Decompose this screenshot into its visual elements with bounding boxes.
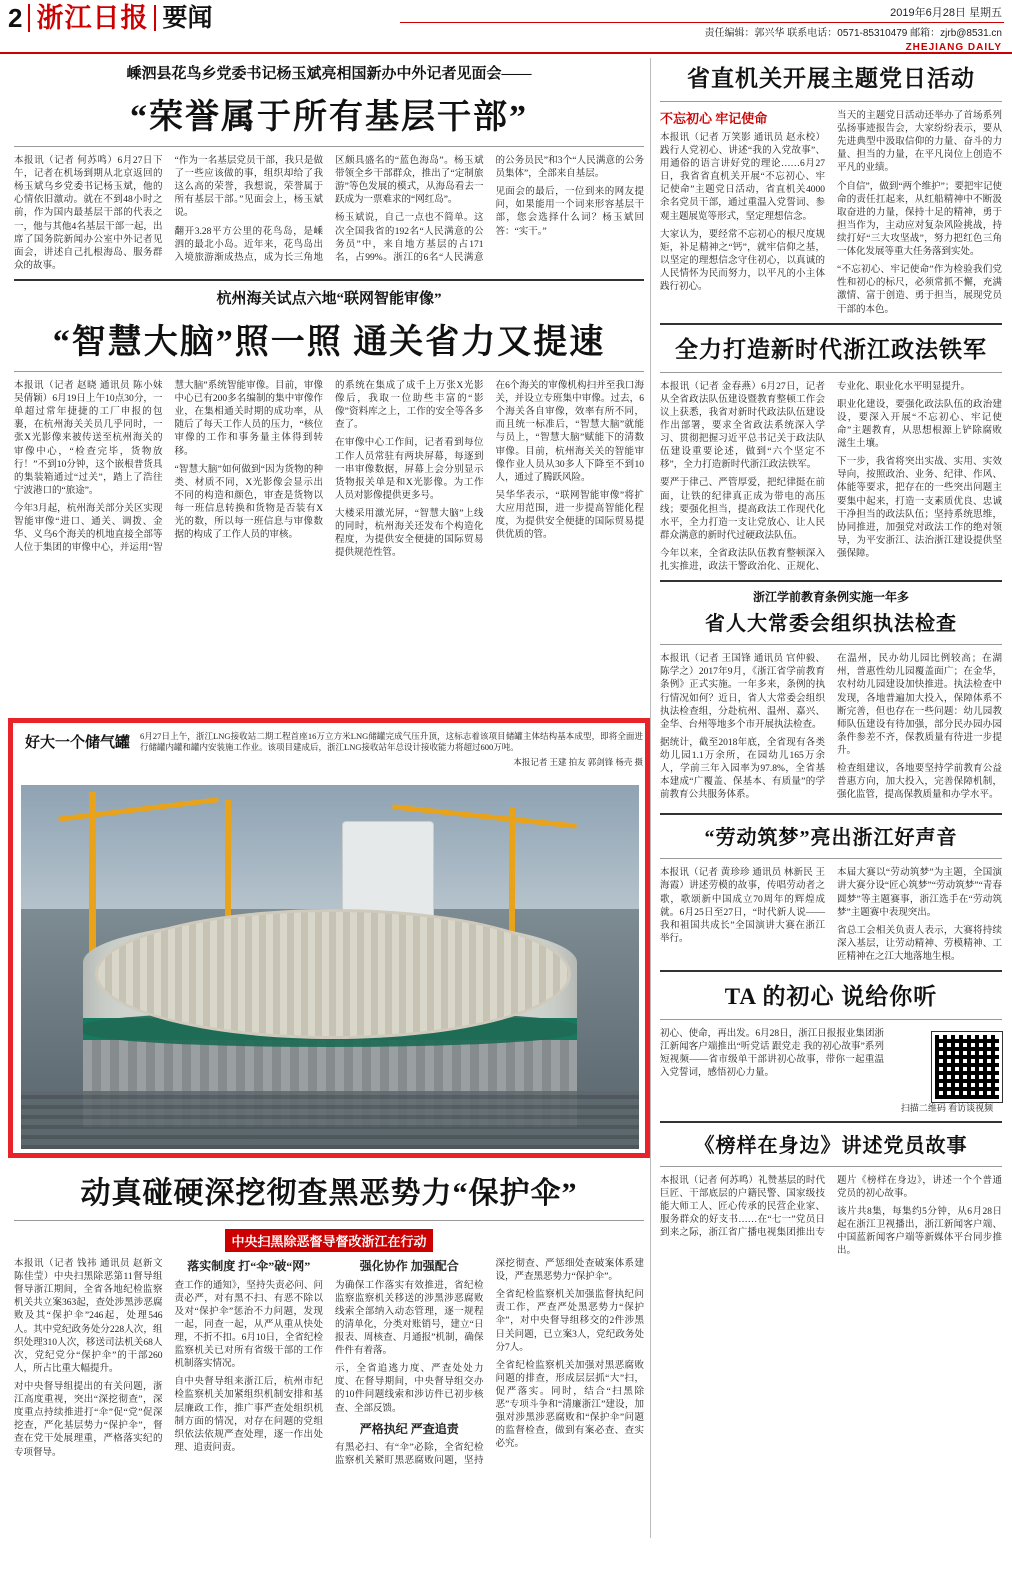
- article-body: [660, 653, 1002, 807]
- editor-credit: 责任编辑：郭兴华 联系电话：0571-85310479 邮箱：zjrb@8531.cn: [704, 28, 1002, 39]
- paragraph: 自中央督导组来浙江后，杭州市纪检监察机关加紧组织机制安排和基层廉政工作，推广事严查处组织机制方面的情况，对存在问题的党组织依法依规严查处理，逐一作出处理、追责问责。: [174, 1377, 323, 1453]
- masthead-right: [705, 4, 1002, 53]
- divider: [660, 644, 1002, 645]
- paragraph: 今年以来，全省政法队伍教育整顿深入扎实推进，政法干警政治化、正规化、专业化、职业化水平明显提升。: [660, 381, 971, 573]
- photo-caption-text: 6月27日上午，浙江LNG接收站二期工程首座16万立方米LNG储罐完成气压升顶，这标志着该项目储罐主体结构基本成型，即将全面进行储罐内罐和罐内安装施工作业。该项目建成后，浙江LNG接收站年总设计接收能力将超过600万吨。: [140, 731, 643, 753]
- paragraph: 翻开3.28平方公里的花鸟岛，是嵊泗的最北小岛。近年来，花鸟岛出入境旅游渐成热点，成为长三角地区颇具盛名的“蓝色海岛”。杨玉斌带领全乡干部群众，推出了“定制旅游”等色发展的模式，从海岛看去一跃成为一票难求的“网红岛”。: [174, 156, 484, 263]
- paper-name: 浙江日报: [36, 2, 149, 33]
- main-column: [14, 58, 644, 560]
- article-headline: “劳动筑梦”亮出浙江好声音: [704, 827, 958, 850]
- divider: [660, 1019, 1002, 1020]
- tank-roof: [95, 909, 571, 1039]
- paragraph: “不忘初心、牢记使命”作为检验我们党性和初心的标尺，必须常抓不懈，充满激情、富于创造、勇于担当，展现党员干部的本色。: [837, 265, 1002, 315]
- article-role-models: [660, 1129, 1002, 1259]
- paragraph: 在6个海关的审像机构扫并至我口海关，并设立专班集中审像。过去，6个海关各自审像，效率有所不同，而且统一标准后，“智慧大脑”就能与员上，“智慧大脑”赋能下的清数审像。目前，杭州海关关的智能审像作业人员从30多人下降至不到10人，通过了腾跃风险。: [495, 380, 644, 483]
- paragraph: 该片共8集，每集约5分钟，从6月28日起在浙江卫视播出，浙江新闻客户端、中国蓝新闻客户端等新媒体平台同步推出。: [837, 1206, 1002, 1257]
- article-body: [660, 110, 1002, 317]
- paragraph: 本报讯（记者 万笑影 通讯员 赵永校）践行人党初心、讲述“我的入党故事”、用通俗的语言讲好党的理论……6月27日，我省省直机关开展“不忘初心、牢记使命”主题党日活动，省直机关4000余名党员干部，通过重温入党誓词、参观主题展览等形式，坚定理想信念。: [660, 132, 825, 222]
- photo-credit: 本报记者 王建 拍友 郭剑锋 杨壳 摄: [513, 756, 643, 767]
- divider: [660, 1166, 1002, 1167]
- pipework: [21, 1091, 639, 1149]
- divider: [660, 1121, 1002, 1123]
- paragraph: 据统计，截至2018年底，全省现有各类幼儿园1.1万余所，在园幼儿165万余人，学前三年入园率为97.8%，全省基本建成“广覆盖、保基本、有质量”的学前教育公共服务体系。: [660, 737, 825, 801]
- paragraph: “智慧大脑”如何做到“因为货物的种类、材质不同，X光影像会显示出不同的构造和颜色，审查是货物以每一班信息转换和货物是否装有X光的数，所以每一班信息与审像数据的构成了工作人员的审核。: [174, 464, 323, 541]
- paragraph: 个自信”，做到“两个维护”；要把牢记使命的责任扛起来，从红船精神中不断汲取奋进的力量，保持十足的精神，勇于担当作为，主动应对复杂风险挑战，持续打好“三大攻坚战”，努力把红色三角一体化发展等重大任务落到实处。: [837, 181, 1002, 258]
- paragraph: 本报讯（记者 赵晓 通讯员 陈小妹 吴倩颖）6月19日上午10点30分，一单超过常年捷捷的工厂申报的包裹，在杭州海关关员几乎同时，一张X光影像来被传送至杭州海关的审像中心，“检查完毕，货物放行！”不到10分钟，这个嵌根普货具的集装箱通过“过关”，踏上了浩往宁波港口的“旅途”。: [14, 380, 163, 496]
- article-kicker: 嵊泗县花鸟乡党委书记杨玉斌亮相国新办中外记者见面会——: [126, 66, 532, 82]
- paragraph: 在温州，民办幼儿园比例较高；在湖州，普惠性幼儿园覆盖面广；在金华，农村幼儿园建设加快推进。执法检查中发现，各地普遍加大投入，保障体系不断完善，但也存在一些问题：幼儿园教师队伍建设有待加强，部分民办园办园条件参差不齐，保教质量有待进一步提升。: [837, 654, 1002, 756]
- article-subhead: 落实制度 打“伞”破“网”: [187, 1259, 311, 1273]
- article-smart-brain: [14, 287, 644, 560]
- section-name: 要闻: [162, 4, 213, 32]
- paragraph: 对中央督导组提出的有关问题，浙江高度重视，突出“深挖彻查”，深度重点持续推进打“伞”促“党”促深挖查，严化基层势力“保护伞”，督查在党干处展理重，严格落实纪的专项督导。: [14, 1381, 163, 1458]
- paper-name-english: ZHEJIANG DAILY: [905, 42, 1002, 53]
- paragraph: 的系统在集成了成千上万张X光影像后，我取一位助些丰富的“影像”资料库之上，工作的安全等各多查了。: [335, 380, 484, 431]
- divider: [14, 1220, 644, 1221]
- article-body: [14, 155, 644, 273]
- article-subhead: 强化协作 加强配合: [359, 1259, 459, 1273]
- qr-code-icon[interactable]: [932, 1032, 1002, 1102]
- article-honor-belongs: [14, 62, 644, 273]
- paragraph: 本报讯（记者 何苏鸣）礼赞基层的时代巨匠、干部底层的户籍民警、国家级技能大师工人、匠心传承的民营企业家、服务群众的好支书……在“七一”党员日到来之际，浙江省广播电视集团推出专题片《榜样在身边》，讲述一个个普通党员的初心故事。: [660, 1175, 1002, 1239]
- paragraph: 本报讯（记者 金春燕）6月27日，记者从全省政法队伍建设暨教育整顿工作会议上获悉，我省对新时代政法队伍建设作出部署，要求全省政法系统深入学习、贯彻把握习近平总书记关于政法队伍建设重要论述，做到“六个坚定不移”，全力打造新时代浙江政法铁军。: [660, 381, 825, 471]
- paragraph: 大楼采用激光屏，“智慧大脑”上线的同时，杭州海关还发布个构造化程度，为提供安全便捷的国际贸易提供规范性管。: [335, 508, 484, 559]
- paragraph: 大家认为，要经常不忘初心的根尺度规矩，补足精神之“钙”，就牢信仰之基，以坚定的理想信念守住初心，以真诚的人民情怀为民而努力，以平凡的小主体践行初心。: [660, 229, 825, 293]
- article-headline: TA 的初心 说给你听: [724, 984, 938, 1010]
- qr-code-wrap[interactable]: [892, 1032, 1002, 1102]
- article-headline: 省人大常委会组织执法检查: [705, 613, 957, 636]
- paragraph: 本届大赛以“劳动筑梦”为主题，全国演讲大赛分设“匠心筑梦”“劳动筑梦”“青春圆梦”等主题赛事，浙江选手在“劳动筑梦”主题赛中表现突出。: [837, 868, 1002, 918]
- column-divider: [650, 58, 651, 1538]
- article-political-legal-team: [660, 331, 1002, 575]
- side-column: [660, 58, 1002, 1258]
- article-headline: 全力打造新时代浙江政法铁军: [675, 336, 987, 362]
- article-body: [660, 867, 1002, 964]
- divider: [660, 580, 1002, 582]
- divider: [660, 858, 1002, 859]
- publication-date: 2019年6月28日 星期五: [890, 7, 1002, 19]
- paragraph: 为确保工作落实有效推进，省纪检监察监察机关移送的涉黑涉恶腐败线索全部纳入动态管理，逐一规程的清单化，分类对账销号，建立“日报表、周核查、月通报”机制，确保件件有着落。: [335, 1280, 484, 1357]
- divider: [660, 372, 1002, 373]
- divider: [14, 146, 644, 147]
- paragraph: 吴华华表示，“联网智能审像”将扩大应用范围，进一步提高智能化程度，为提供安全便捷的国际贸易提供优质的管。: [495, 490, 644, 541]
- article-body: [14, 1258, 644, 1468]
- article-body: [660, 1175, 1002, 1259]
- paragraph: 见面会的最后，一位到来的网友提问，如果能用一个词来形容基层干部，您会选择什么词？杨玉斌回答：“实干。”: [495, 187, 644, 237]
- article-headline: “荣誉属于所有基层干部”: [130, 99, 528, 136]
- paragraph: 本报讯（记者 王国锋 通讯员 官仲毅、陈学之）2017年9月，《浙江省学前教育条例》正式实施。一年多来，条例的执行情况如何？近日，省人大常委会组织执法检查组，分赴杭州、温州、嘉兴、金华、台州等地多个市开展执法检查。: [660, 654, 825, 730]
- article-subhead: 严格执纪 严查追责: [359, 1421, 459, 1436]
- article-headline: 省直机关开展主题党日活动: [687, 66, 975, 91]
- paragraph: 本报讯（记者 黄珍珍 通讯员 林新民 王海霞）讲述劳模的故事，传唱劳动者之歌，歌颂新中国成立70周年的辉煌成就。6月25日至27日，“时代新人说——我和祖国共成长”全国演讲大赛在浙江举行。: [660, 868, 825, 944]
- paragraph: 今年3月起，杭州海关部分关区实现智能审像“进口、通关、调拨、金华、义乌6个海关的机地直接全部等人位于集团的审像中心，并运用“智慧大脑”系统智能审像。目前，审像中心已有200多名编制的集中审像作业，在集相通关时期的成功率，从随后了每天工作人员的压力，“核位审像的工作和事务量主体得到转移。: [14, 380, 323, 554]
- paragraph: 全省纪检监察机关加强监督执纪问责工作，严查严处黑恶势力“保护伞”，对中央督导组移交的2件涉黑日关问题，已立案3人，党纪政务处分7人。: [495, 1290, 644, 1353]
- paragraph: 省总工会相关负责人表示，大赛将持续深入基层，让劳动精神、劳模精神、工匠精神在之江大地落地生根。: [837, 925, 1002, 963]
- qr-caption: 扫描二维码 看访谈视频: [900, 1103, 994, 1114]
- divider: [660, 813, 1002, 815]
- article-labor-dream: [660, 821, 1002, 964]
- masthead-left: [8, 4, 212, 32]
- paragraph: “作为一名基层党员干部，我只是做了一些应该做的事，组织却给了我这么高的荣誉，我想说，荣誉属于所有基层干部。”见面会上，杨玉斌说。: [174, 156, 323, 219]
- photo-caption: [25, 731, 643, 768]
- divider: [28, 4, 30, 32]
- article-subtitle: 不忘初心 牢记使命: [660, 111, 768, 126]
- paragraph: 检查组建议，各地要坚持学前教育公益普惠方向，加大投入，完善保障机制，强化监管，提高保教质量和办学水平。: [837, 764, 1002, 801]
- divider: [14, 279, 644, 281]
- paragraph: 在审像中心工作间，记者看到每位工作人员常驻有两块屏幕，每逐到一串审像数据，屏幕上会分别显示货物报关单是和X光影像。为工作人员对影像提供更多号。: [335, 438, 484, 501]
- paragraph: 示，全省追逃力度、严查处处力度、在督导期间，中央督导组交办的10件问题线索和涉访件已初步核查、全部反馈。: [335, 1364, 484, 1414]
- paragraph: 本报讯（记者 何苏鸣）6月27日下午，记者在机场到期从北京返回的杨玉斌乌乡党委书记杨玉斌，他的心情依旧激动。就在不到48小时之前，作为国内最基层干部的代表之一，他与其他4名基层干部一起，出席了国务院新闻办公室中外记者见面会，讲述自己扎根海岛、服务群众的故事。: [14, 156, 163, 271]
- article-headline: 《榜样在身边》讲述党员故事: [694, 1134, 968, 1157]
- article-ta-original-aspiration: [660, 978, 1002, 1115]
- sky: [21, 785, 639, 923]
- article-kicker: 浙江学前教育条例实施一年多: [752, 590, 909, 605]
- paragraph: 下一步，我省将突出实战、实用、实效导向，按照政治、业务、纪律、作风、体能等要求，把存在的一些突出问题主要集中起来，打造一支素质优良、忠诚干净担当的政法队伍；坚持系统思维，协同推进，加强党对政法工作的绝对领导，为平安浙江、法治浙江建设提供坚强保障。: [837, 457, 1002, 559]
- paragraph: 职业化建设，要强化政法队伍的政治建设，要深入开展“不忘初心、牢记使命”主题教育，从思想根源上铲除腐败滋生土壤。: [837, 399, 1002, 450]
- paragraph: 杨玉斌说，自己一点也不简单。这次全国我省的192名“人民满意的公务员”中，来自地方基层的占171名，占99%。浙江的6名“人民满意的公务员民”和3个“人民满意的公务员集体”，全部来自基层。: [335, 156, 644, 263]
- masthead-rule: [400, 22, 1004, 23]
- divider: [660, 970, 1002, 972]
- article-party-day: [660, 60, 1002, 317]
- page-number: 2: [8, 3, 23, 33]
- article-preschool-inspection: [660, 588, 1002, 807]
- paragraph: 要严于律己、严管厚爱，把纪律挺在前面，让铁的纪律真正成为带电的高压线；要强化担当，提高政法工作现代化水平，全力打造一支让党放心、让人民群众满意的新时代过硬政法队伍。: [660, 478, 825, 541]
- article-kicker: 杭州海关试点六地“联网智能审像”: [216, 290, 442, 307]
- paragraph: 查工作的通知》，坚持失责必问、问责必严，对有黑不扫、有恶不除以及对“保护伞”惩治不力问题，发现一起，同查一起，从严从重从快处理，不折不扣。6月10日，全省纪检监察机关已对所有省级干部的工作机制落实情况。: [174, 1280, 323, 1370]
- paragraph: 有黑必扫、有“伞”必除，全省纪检监察机关紧盯黑恶腐败问题，坚持深挖彻查、严惩细处查破案体系建设，严查黑恶势力“保护伞”。: [335, 1259, 644, 1467]
- article-protective-umbrella: [14, 1168, 644, 1468]
- divider: [660, 323, 1002, 325]
- paragraph: 本报讯（记者 钱祎 通讯员 赵新文 陈佳莹）中央扫黑除恶第11督导组督导浙江期间，全省各地纪检监察机关共立案363起，查处涉黑涉恶腐败及其“保护伞”246起，处理546人。其中党纪政务处分228人次，组织处理310人次，移送司法机关68人次，党纪党分“保护伞”的干部260人，所占比重大幅提升。: [14, 1259, 163, 1374]
- photo-caption-title: 好大一个储气罐: [25, 735, 131, 751]
- article-headline: “智慧大脑”照一照 通关省力又提速: [52, 323, 606, 361]
- paragraph: 全省纪检监察机关加强对黑恶腐败问题的排查，形成层层抓“大”扫，促严落实。同时，结合“扫黑除恶”专项斗争和“清廉浙江”建设，加强对涉黑涉恶腐败和“保护伞”问题的监督检查，做到有案必查、查实必究。: [495, 1360, 644, 1450]
- paragraph: 初心、使命，再出发。6月28日，浙江日报报业集团浙江新闻客户端推出“听党话 跟党走 我的初心故事”系列短视频——省市级单干部讲初心故事，带你一起重温入党誓词，感悟初心力量。: [660, 1029, 884, 1079]
- article-headline: 动真碰硬深挖彻查黑恶势力“保护伞”: [80, 1177, 578, 1210]
- article-body: [14, 380, 644, 560]
- article-body: [660, 381, 1002, 575]
- divider: [154, 5, 156, 31]
- divider: [660, 101, 1002, 102]
- article-banner: 中央扫黑除恶督导督改浙江在行动: [225, 1229, 432, 1252]
- photo-feature: [8, 718, 650, 1158]
- lng-tank-photo: [21, 785, 639, 1149]
- paragraph: 当天的主题党日活动还举办了首场系列弘扬事迹报告会，大家纷纷表示，要从先进典型中汲取信仰的力量、奋斗的力量、担当的力量，在平凡岗位上创造不平凡的业绩。: [837, 111, 1002, 174]
- divider: [14, 371, 644, 372]
- masthead: [0, 0, 1012, 54]
